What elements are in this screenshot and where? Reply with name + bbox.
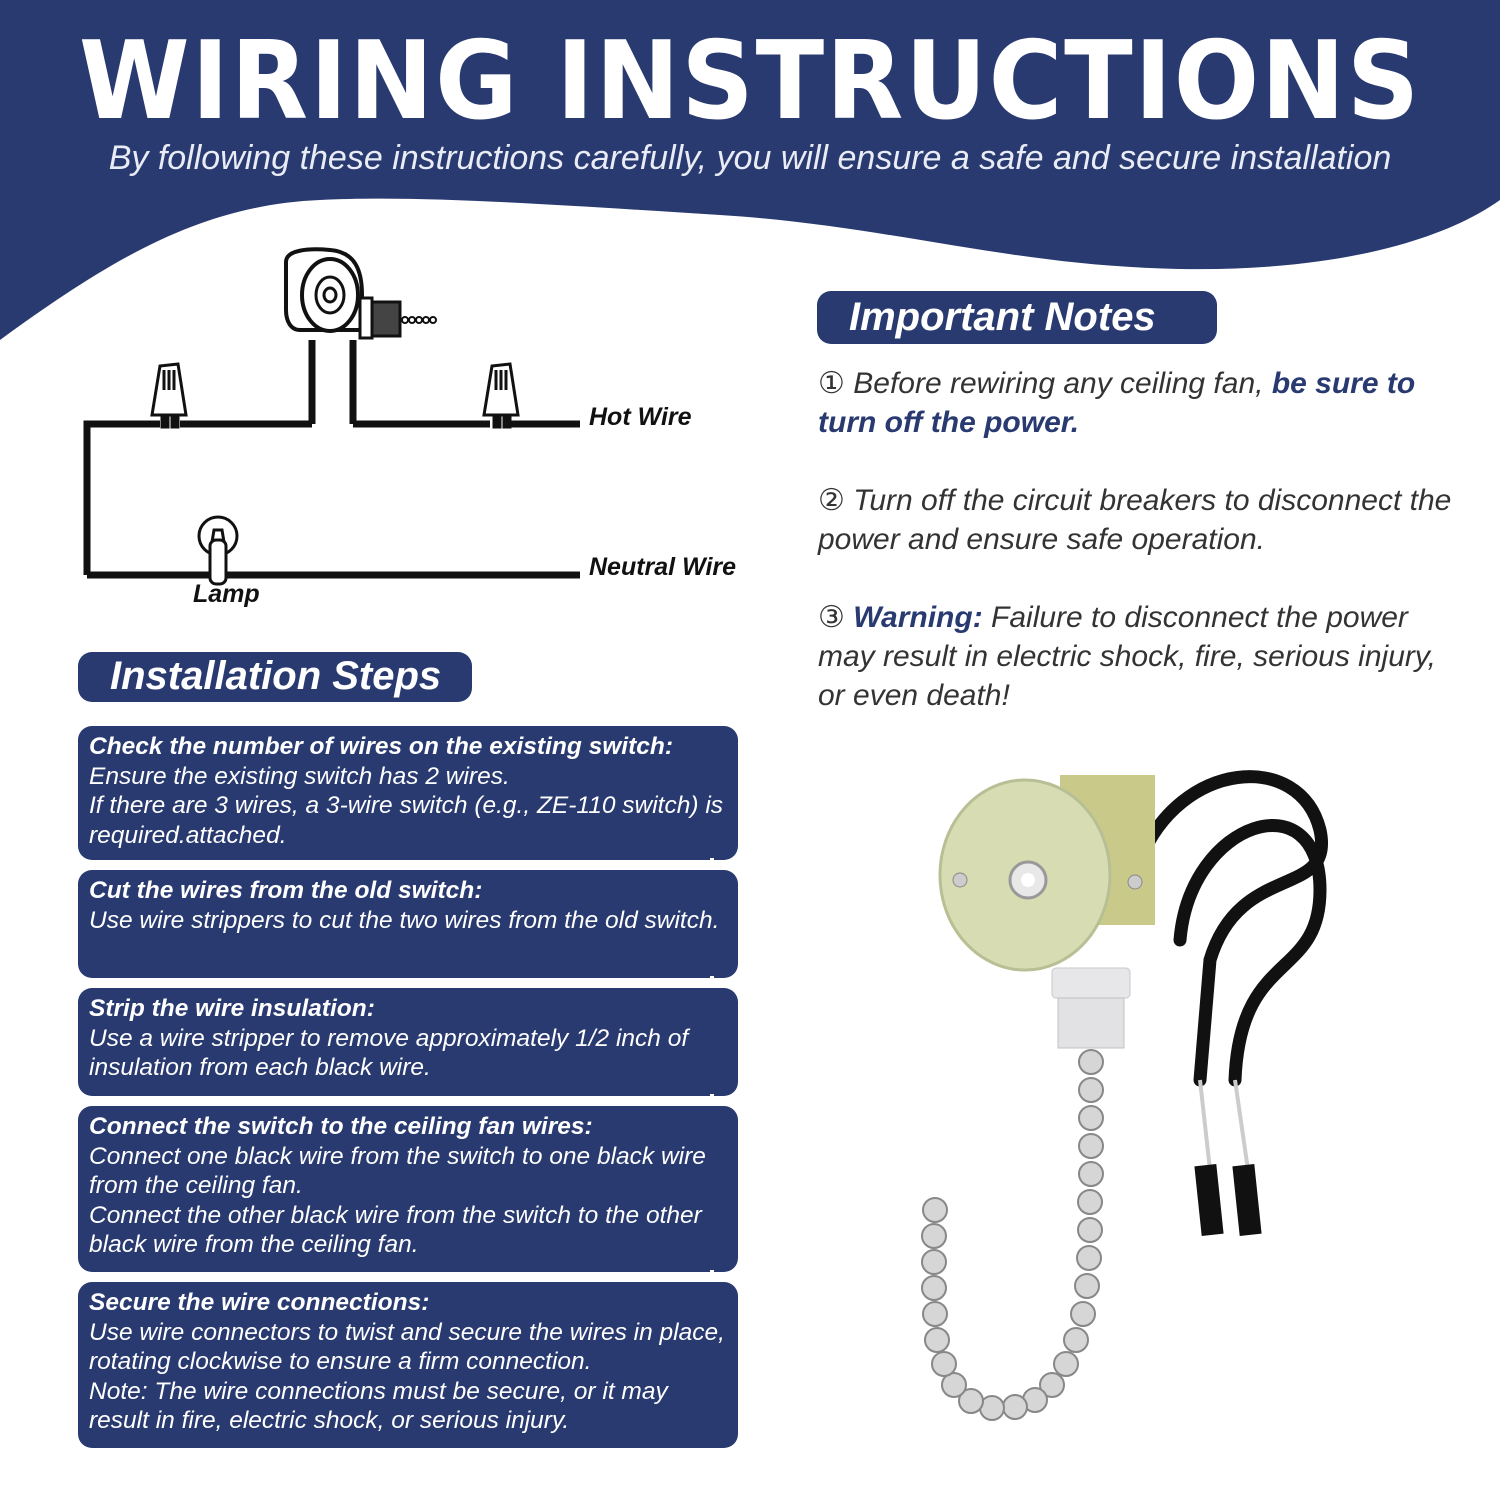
step-card [78,726,738,860]
note-emphasis: be sure to turn off the power. [818,367,1416,439]
note-emphasis: Warning: [853,601,983,634]
neutral-wire-label: Neutral Wire [589,553,737,581]
wire-connector-icon [152,364,186,427]
step-line: Ensure the existing switch has 2 wires. [89,762,510,790]
step-line: Connect one black wire from the switch to one black wire from the ceiling fan. [89,1142,706,1199]
step-title: Connect the switch to the ceiling fan wires: [89,1113,593,1140]
note-text: Turn off the circuit breakers to disconnect the power and ensure safe operation. [818,484,1452,556]
important-notes-list [818,364,1468,754]
note-item [818,481,1468,559]
step-line: Use wire strippers to cut the two wires from the old switch. [89,906,720,934]
step-title: Secure the wire connections: [89,1289,430,1316]
note-item [818,364,1468,442]
note-text: Before rewiring any ceiling fan, [853,367,1272,400]
note-marker: ③ [818,601,845,634]
wire-connector-icon [484,364,518,427]
step-line: If there are 3 wires, a 3-wire switch (e.g., ZE-110 switch) is required.attached. [89,792,724,849]
step-card [78,870,738,978]
page-title: WIRING INSTRUCTIONS [78,19,1422,144]
step-title: Cut the wires from the old switch: [89,877,483,904]
step-line: Use a wire stripper to remove approximately 1/2 inch of insulation from each black wire. [89,1024,689,1081]
note-marker: ① [818,367,845,400]
step-title: Check the number of wires on the existing switch: [89,733,674,760]
step-card [78,1282,738,1448]
note-marker: ② [818,484,845,517]
important-notes-heading: Important Notes [817,291,1217,344]
step-line: Note: The wire connections must be secure, or it may result in fire, electric shock, or serious injury. [89,1377,668,1434]
step-line: Connect the other black wire from the switch to the other black wire from the ceiling fan. [89,1201,702,1258]
pull-chain-switch-product-image [880,740,1340,1490]
step-title: Strip the wire insulation: [89,995,375,1022]
pull-chain-switch-icon [286,249,436,338]
step-line: Use wire connectors to twist and secure the wires in place, rotating clockwise to ensure a firm connection. [89,1318,725,1375]
lamp-label: Lamp [193,580,260,608]
note-text: Failure to disconnect the power may result in electric shock, fire, serious injury, or even death! [818,601,1436,712]
hot-wire-label: Hot Wire [589,403,692,431]
installation-steps-heading: Installation Steps [78,652,472,702]
step-card [78,988,738,1096]
note-item [818,598,1468,715]
page-subtitle: By following these instructions carefully, you will ensure a safe and secure installation [108,139,1392,177]
step-card [78,1106,738,1272]
wiring-diagram [60,240,780,620]
